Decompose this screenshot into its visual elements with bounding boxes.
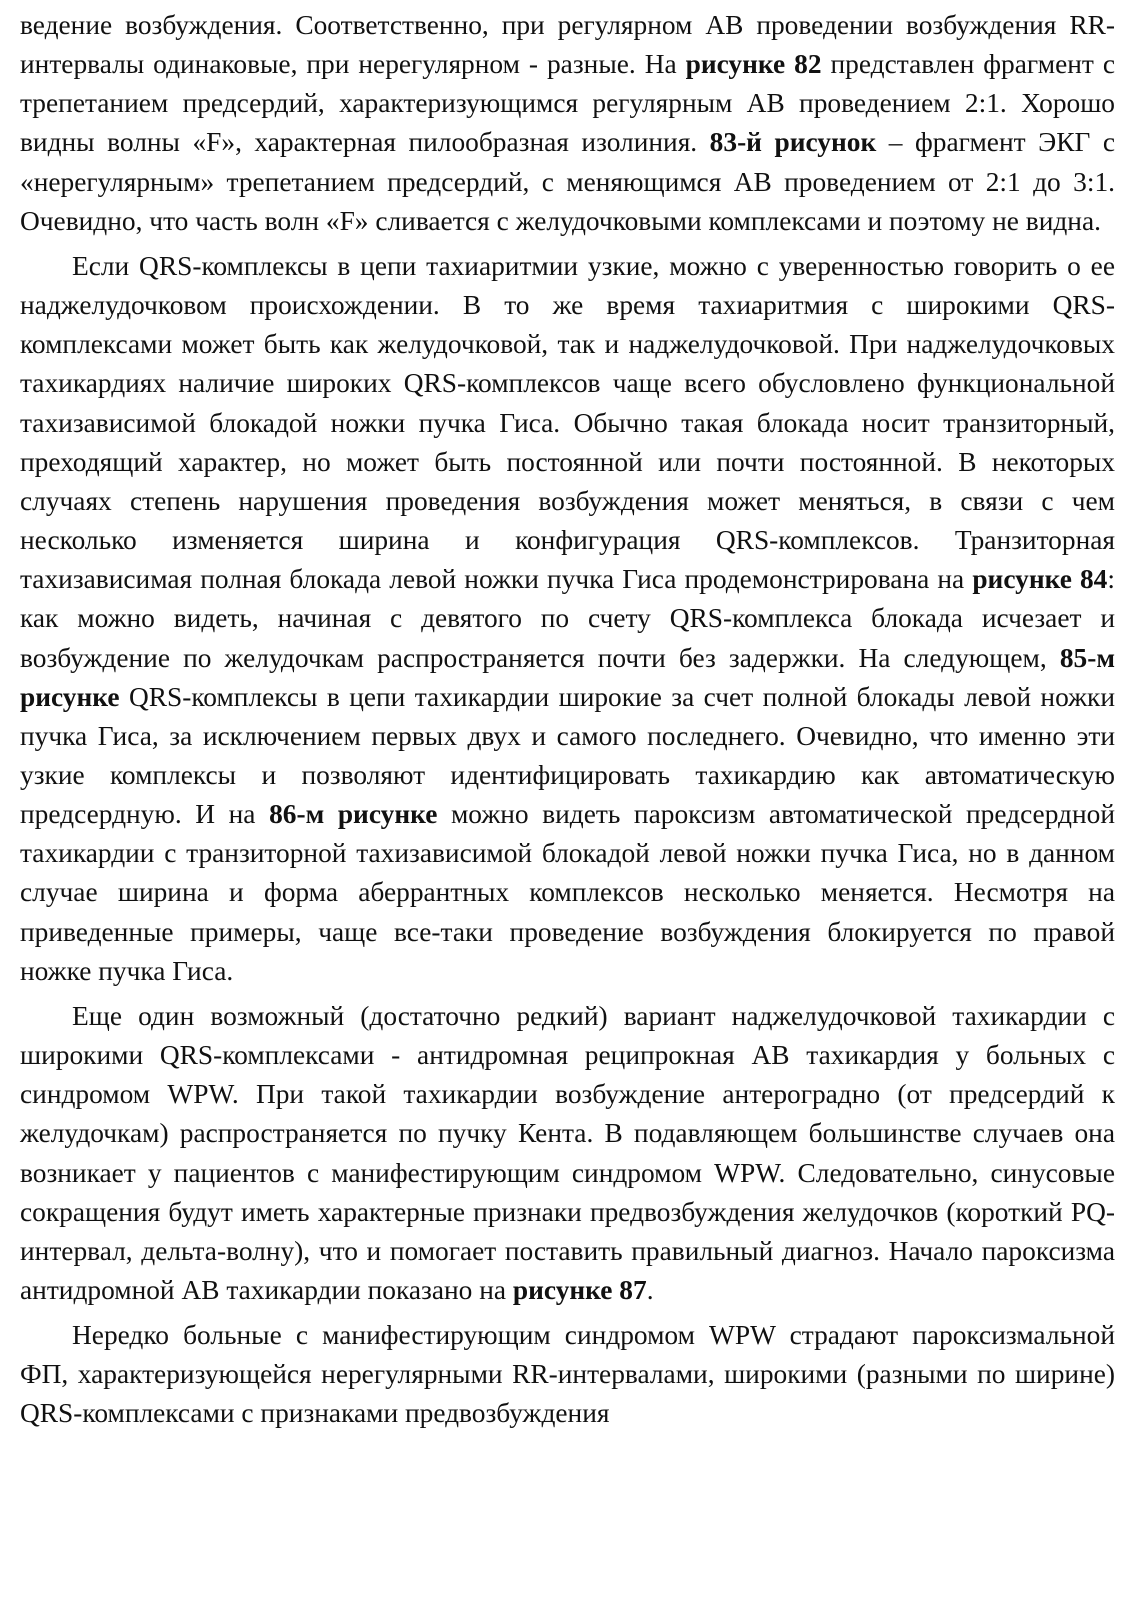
paragraph-4 [20,1316,1115,1433]
paragraph-1-text: представлен фрагмент с трепетанием предсердий, характеризующимся регулярным АВ проведением 2:1. Хорошо видны волны «F», характерная пилообразная изолиния. [20,49,1115,158]
paragraph-3-text: Еще один возможный (достаточно редкий) вариант наджелудочковой тахикардии с широкими QRS-комплексами - антидромная реципрокная АВ тахикардия у больных с синдромом WPW. При такой тахикардии возбуждение антероградно (от предсердий к желудочкам) распространяется по пучку Кента. В подавляющем большинстве случаев она возникает у пациентов с манифестирующим синдромом WPW. Следовательно, синусовые сокращения будут иметь характерные признаки предвозбуждения желудочков (короткий PQ-интервал, дельта-волну), что и помогает поставить правильный диагноз. Начало пароксизма антидромной АВ тахикардии показано на [20,1000,1115,1305]
paragraph-3 [20,997,1115,1310]
figure-87-reference: рисунке 87 [512,1275,647,1305]
paragraph-3-text: . [646,1275,654,1305]
paragraph-2-text: : как можно видеть, начиная с девятого по счету QRS-комплекса блокада исчезает и возбуждение по желудочкам распространяется почти без задержки. На следующем, [20,564,1116,673]
paragraph-1-text: – фрагмент ЭКГ с «нерегулярным» трепетанием предсердий, с меняющимся АВ проведением от 2:1 до 3:1. Очевидно, что часть волн «F» сливается с желудочковыми комплексами и поэтому не видна. [20,127,1115,236]
paragraph-2 [20,247,1115,991]
figure-83-reference: 83-й рисунок [709,127,877,158]
figure-84-reference: рисунке 84 [972,564,1108,595]
document-page [20,6,1115,1434]
paragraph-1 [20,6,1115,241]
figure-85-reference: 85-м рисунке [20,642,1115,712]
paragraph-2-text: можно видеть пароксизм автоматической предсердной тахикардии с транзиторной тахизависимой блокадой левой ножки пучка Гиса, но в данном случае ширина и форма аберрантных комплексов несколько меняется. Несмотря на приведенные примеры, чаще все-таки проведение возбуждения блокируется по правой ножке пучка Гиса. [20,799,1115,986]
paragraph-4-text: Нередко больные с манифестирующим синдромом WPW страдают пароксизмальной ФП, характеризующейся нерегулярными RR-интервалами, широкими (разными по ширине) QRS-комплексами с признаками предвозбуждения [20,1320,1115,1429]
figure-82-reference: рисунке 82 [685,49,822,80]
paragraph-2-text: Если QRS-комплексы в цепи тахиаритмии узкие, можно с уверенностью говорить о ее наджелудочковом происхождении. В то же время тахиаритмия с широкими QRS-комплексами может быть как желудочковой, так и наджелудочковой. При наджелудочковых тахикардиях наличие широких QRS-комплексов чаще всего обусловлено функциональной тахизависимой блокадой ножки пучка Гиса. Обычно такая блокада носит транзиторный, преходящий характер, но может быть постоянной или почти постоянной. В некоторых случаях степень нарушения проведения возбуждения может меняться, в связи с чем несколько изменяется ширина и конфигурация QRS-комплексов. Транзиторная тахизависимая полная блокада левой ножки пучка Гиса продемонстрирована на [20,250,1115,595]
figure-86-reference: 86-м рисунке [269,799,438,830]
paragraph-1-text: ведение возбуждения. Соответственно, при регулярном АВ проведении возбуждения RR-интервалы одинаковые, при нерегулярном - разные. На [20,10,1115,80]
paragraph-2-text: QRS-комплексы в цепи тахикардии широкие за счет полной блокады левой ножки пучка Гиса, за исключением первых двух и самого последнего. Очевидно, что именно эти узкие комплексы и позволяют идентифицировать тахикардию как автоматическую предсердную. И на [20,681,1115,830]
